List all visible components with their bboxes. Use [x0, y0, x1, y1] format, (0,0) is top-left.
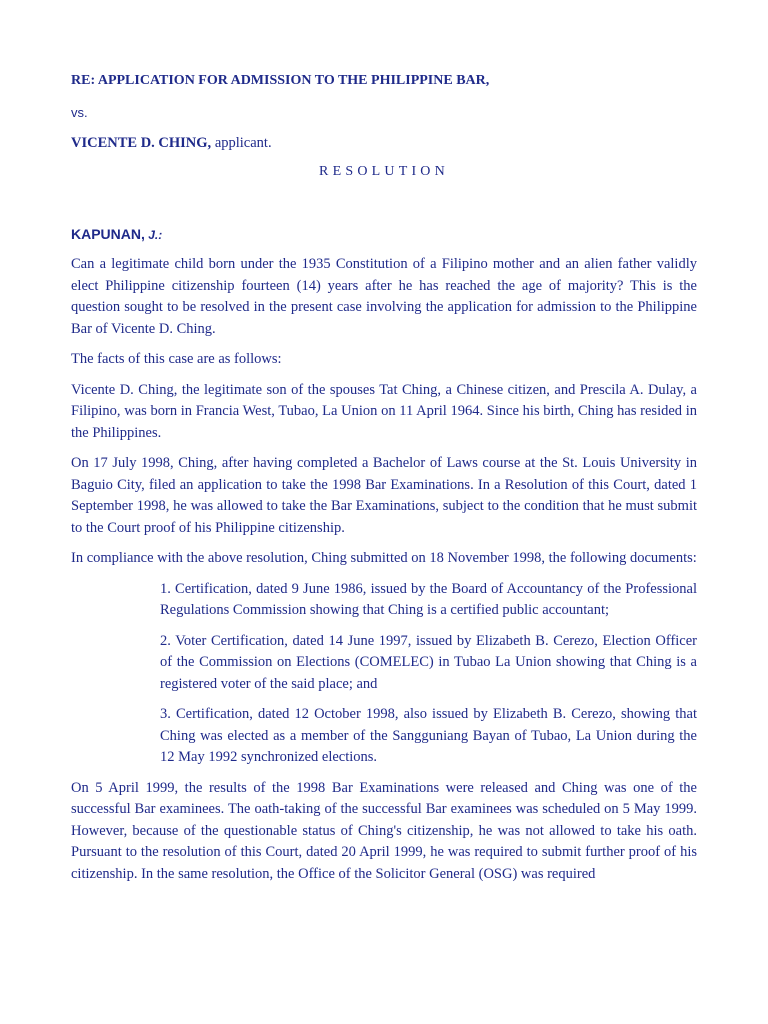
paragraph-results: On 5 April 1999, the results of the 1998 Bar Examinations were released and Ching was one of the successful Bar examinees. The oath-taking of the successful Bar examinees was scheduled on 5 May 1999. However, because of the questionable status of Ching's citizenship, he was not allowed to take his oath. Pursuant to the resolution of this Court, dated 20 April 1999, he was required to submit further proof of his citizenship. In the same resolution, the Office of the Solicitor General (OSG) was required [71, 779, 697, 882]
paragraph-facts-intro: The facts of this case are as follows: [71, 351, 282, 367]
document-item: 2. Voter Certification, dated 14 June 1997, issued by Elizabeth B. Cerezo, Election Officer of the Commission on Elections (COMELEC) in Tubao La Union showing that Ching is a registered voter of the said place; and [160, 632, 697, 692]
ponente [71, 226, 162, 242]
case-caption: RE: APPLICATION FOR ADMISSION TO THE PHILIPPINE BAR, [71, 73, 490, 88]
paragraph-birth: Vicente D. Ching, the legitimate son of the spouses Tat Ching, a Chinese citizen, and Prescila A. Dulay, a Filipino, was born in Francia West, Tubao, La Union on 11 April 1964. Since his birth, Ching has resided in the Philippines. [71, 381, 697, 441]
resolution-title: RESOLUTION [319, 164, 449, 179]
applicant-role: applicant. [211, 135, 272, 151]
ponente-name: KAPUNAN, [71, 226, 145, 242]
applicant-name: VICENTE D. CHING, [71, 135, 212, 151]
paragraph-application: On 17 July 1998, Ching, after having completed a Bachelor of Laws course at the St. Louis University in Baguio City, filed an application to take the 1998 Bar Examinations. In a Resolution of this Court, dated 1 September 1998, he was allowed to take the Bar Examinations, subject to the condition that he must submit to the Court proof of his Philippine citizenship. [71, 455, 697, 536]
resolution-body [71, 254, 697, 894]
ponente-suffix: J.: [144, 228, 163, 242]
paragraph-compliance: In compliance with the above resolution, Ching submitted on 18 November 1998, the following documents: [71, 550, 697, 566]
paragraph-question: Can a legitimate child born under the 1935 Constitution of a Filipino mother and an alien father validly elect Philippine citizenship fourteen (14) years after he has reached the age of majority? This is the question sought to be resolved in the present case involving the application for admission to the Philippine Bar of Vicente D. Ching. [71, 256, 697, 337]
party-line [71, 135, 272, 152]
versus-label: vs. [71, 105, 88, 120]
document-item: 3. Certification, dated 12 October 1998, also issued by Elizabeth B. Cerezo, showing that Ching was elected as a member of the Sangguniang Bayan of Tubao, La Union during the 12 May 1992 synchronized elections. [160, 706, 697, 765]
document-item: 1. Certification, dated 9 June 1986, issued by the Board of Accountancy of the Professional Regulations Commission showing that Ching is a certified public accountant; [160, 580, 697, 618]
